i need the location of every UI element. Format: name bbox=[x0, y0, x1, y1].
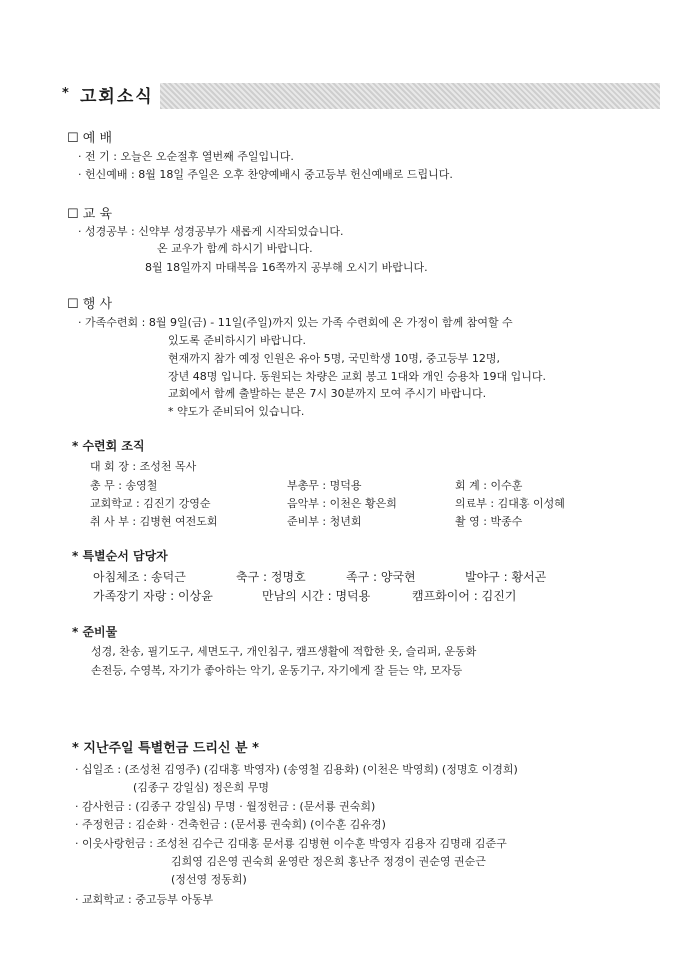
events-line: 있도록 준비하시기 바랍니다. bbox=[168, 334, 307, 347]
offerings-line: · 이웃사랑헌금 : 조성천 김수근 김대홍 문서룡 김병현 이수훈 박영자 김용자 김명래 김준구 bbox=[75, 837, 507, 850]
organization-cell: 준비부 : 청년회 bbox=[287, 515, 362, 528]
supplies-line: 손전등, 수영복, 자기가 좋아하는 악기, 운동기구, 자기에게 잘 듣는 약, 모자등 bbox=[91, 664, 463, 677]
organization-cell: 회 계 : 이수훈 bbox=[455, 479, 523, 492]
organization-cell: 부총무 : 명덕용 bbox=[287, 479, 362, 492]
header-star: * bbox=[62, 86, 69, 101]
education-heading: ☐ 교 육 bbox=[67, 207, 113, 222]
organization-leader: 대 회 장 : 조성천 목사 bbox=[90, 460, 197, 473]
supplies-heading: * 준비물 bbox=[72, 625, 118, 639]
offerings-line: · 교회학교 : 중고등부 아동부 bbox=[75, 893, 214, 906]
worship-line: · 헌신예배 : 8월 18일 주일은 오후 찬양예배시 중고등부 헌신예배로 드립니다. bbox=[78, 168, 453, 181]
offerings-line: · 주정헌금 : 김순화 · 건축헌금 : (문서룡 권숙희) (이수훈 김유경) bbox=[75, 818, 386, 831]
special-item: 족구 : 양국현 bbox=[346, 570, 416, 584]
special-item: 발야구 : 황서곤 bbox=[465, 570, 547, 584]
special-item: 캠프화이어 : 김진기 bbox=[412, 589, 517, 603]
organization-cell: 의료부 : 김대홍 이성혜 bbox=[455, 497, 565, 510]
offerings-line: (김종구 강일심) 정은희 무명 bbox=[133, 781, 269, 794]
offerings-line: · 감사헌금 : (김종구 강일심) 무명 · 월정헌금 : (문서룡 권숙희) bbox=[75, 800, 376, 813]
events-line: · 가족수련회 : 8월 9일(금) - 11일(주일)까지 있는 가족 수련회에 온 가정이 함께 참여할 수 bbox=[78, 316, 513, 329]
events-line: 현재까지 참가 예정 인원은 유아 5명, 국민학생 10명, 중고등부 12명, bbox=[168, 352, 500, 365]
offerings-line: 김희영 김은영 권숙희 윤영란 정은희 홍난주 정경이 권순영 권순근 bbox=[171, 855, 486, 868]
special-heading: * 특별순서 담당자 bbox=[72, 549, 168, 563]
offerings-line: (정선영 정동희) bbox=[171, 873, 247, 886]
education-line: 온 교우가 함께 하시기 바랍니다. bbox=[157, 242, 313, 255]
organization-cell: 촬 영 : 박종수 bbox=[455, 515, 523, 528]
special-item: 만남의 시간 : 명덕용 bbox=[262, 589, 371, 603]
events-line: * 약도가 준비되어 있습니다. bbox=[168, 405, 305, 418]
organization-cell: 교회학교 : 김진기 강영순 bbox=[90, 497, 211, 510]
events-line: 장년 48명 입니다. 동원되는 차량은 교회 봉고 1대와 개인 승용차 19대 입니다. bbox=[168, 370, 546, 383]
offerings-heading: * 지난주일 특별헌금 드리신 분 * bbox=[72, 741, 259, 756]
education-line: · 성경공부 : 신약부 성경공부가 새롭게 시작되었습니다. bbox=[78, 225, 344, 238]
title-banner-pattern bbox=[160, 83, 660, 109]
organization-cell: 취 사 부 : 김병현 여전도회 bbox=[90, 515, 218, 528]
offerings-line: · 십일조 : (조성천 김영주) (김대홍 박영자) (송영철 김용화) (이천은 박영희) (정명호 이경희) bbox=[75, 763, 518, 776]
worship-line: · 전 기 : 오늘은 오순절후 열번째 주일입니다. bbox=[78, 150, 294, 163]
supplies-line: 성경, 찬송, 필기도구, 세면도구, 개인침구, 캠프생활에 적합한 옷, 슬리퍼, 운동화 bbox=[91, 645, 477, 658]
special-item: 축구 : 정명호 bbox=[236, 570, 306, 584]
worship-heading: ☐ 예 배 bbox=[67, 131, 113, 146]
page-title: 고회소식 bbox=[80, 87, 154, 107]
events-line: 교회에서 함께 출발하는 분은 7시 30분까지 모여 주시기 바랍니다. bbox=[168, 387, 487, 400]
organization-heading: * 수련회 조직 bbox=[72, 439, 145, 453]
special-item: 가족장기 자랑 : 이상윤 bbox=[93, 589, 213, 603]
organization-cell: 음악부 : 이천은 황은희 bbox=[287, 497, 397, 510]
events-heading: ☐ 행 사 bbox=[67, 297, 113, 312]
education-line: 8월 18일까지 마태복음 16쪽까지 공부해 오시기 바랍니다. bbox=[145, 261, 428, 274]
organization-cell: 총 무 : 송영철 bbox=[90, 479, 158, 492]
special-item: 아침체조 : 송덕근 bbox=[93, 570, 186, 584]
